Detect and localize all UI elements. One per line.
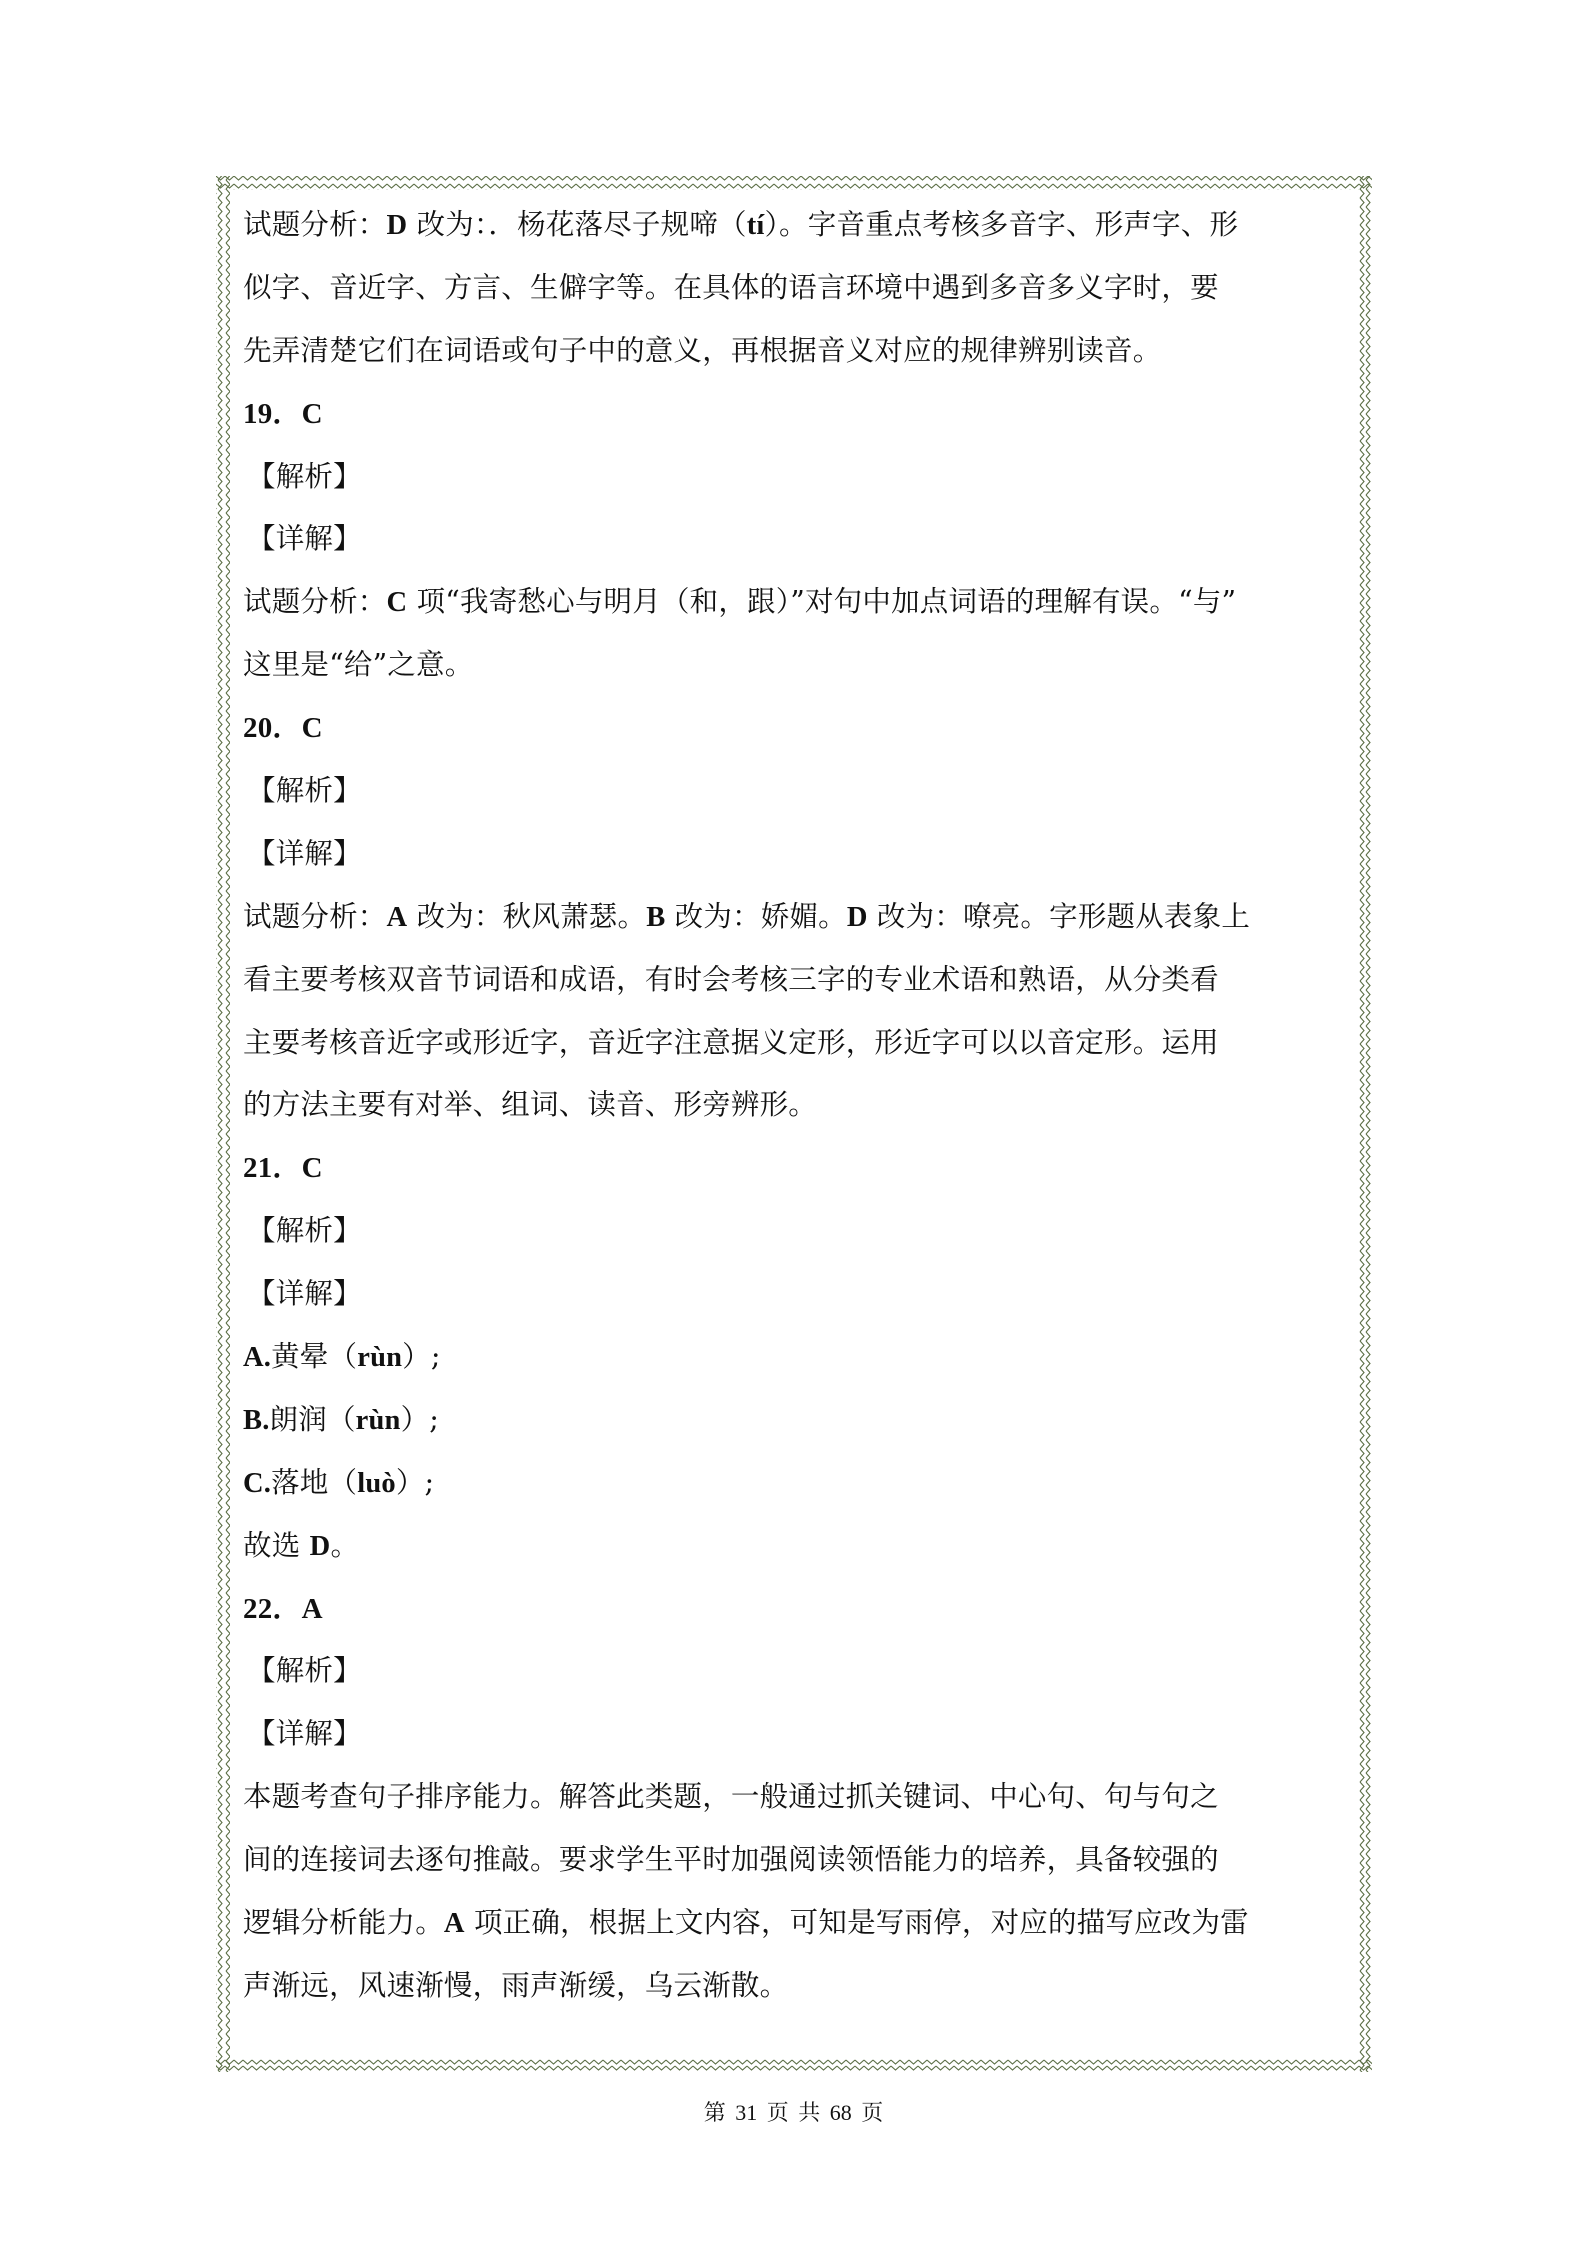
detail-line (243, 1389, 1353, 1452)
text-run: 间的连接词去逐句推敲。要求学生平时加强阅读领悟能力的培养，具备较强的 (243, 1843, 1219, 1877)
text-run: 先弄清楚它们在词语或句子中的意义，再根据音义对应的规律辨别读音。 (243, 333, 1162, 367)
text-run: 黄晕（ (271, 1340, 358, 1374)
detail-line (243, 949, 1353, 1012)
detail-line (243, 1074, 1353, 1137)
paragraph-line (243, 320, 1353, 383)
paragraph-line (243, 257, 1353, 320)
text-run: C (386, 587, 408, 619)
text-run: C. (243, 1467, 272, 1499)
question-number: 20．C (243, 712, 323, 745)
text-run: 改为：嘹亮。字形题从表象上 (867, 899, 1251, 933)
text-run: ）; (395, 1465, 435, 1499)
page-number-footer: 第 31 页 共 68 页 (703, 2100, 884, 2125)
text-run: 似字、音近字、方言、生僻字等。在具体的语言环境中遇到多音多义字时，要 (243, 270, 1219, 304)
text-run: 改为：．杨花落尽子规啼（ (407, 208, 747, 241)
analysis-label: 【解析】 (247, 459, 362, 493)
detail-line (243, 571, 1353, 634)
detail-line (243, 1829, 1353, 1892)
detail-line (243, 634, 1353, 697)
detail-label: 【详解】 (247, 1277, 362, 1311)
text-run: 试题分析： (243, 585, 387, 619)
text-run: 声渐远，风速渐慢，雨声渐缓，乌云渐散。 (243, 1968, 789, 2002)
text-run: rùn (355, 1404, 401, 1436)
text-run: luò (357, 1467, 396, 1499)
text-run: D (309, 1530, 331, 1562)
text-run: 。 (330, 1528, 360, 1562)
detail-line (243, 1955, 1353, 2018)
text-run: 这里是“给”之意。 (243, 648, 474, 682)
text-run: ）; (402, 1340, 441, 1374)
border-bottom (216, 2058, 1372, 2072)
text-run: 改为：娇媚。 (665, 899, 847, 933)
text-run: 项正确，根据上文内容，可知是写雨停，对应的描写应改为雷 (464, 1906, 1249, 1940)
analysis-label: 【解析】 (247, 774, 362, 808)
detail-line (243, 1452, 1353, 1515)
text-run: 逻辑分析能力。 (243, 1906, 444, 1940)
text-run: A (443, 1908, 465, 1940)
text-run: A. (243, 1342, 272, 1374)
text-run: 朗润（ (269, 1402, 356, 1436)
text-run: ）。字音重点考核多音字、形声字、形 (764, 208, 1239, 241)
detail-line (243, 1012, 1353, 1075)
text-run: 本题考查句子排序能力。解答此类题，一般通过抓关键词、中心句、句与句之 (243, 1780, 1219, 1814)
text-run: 试题分析： (243, 208, 387, 241)
analysis-label: 【解析】 (247, 1214, 362, 1248)
text-run: 的方法主要有对举、组词、读音、形旁辨形。 (243, 1088, 818, 1122)
detail-label: 【详解】 (247, 1717, 362, 1751)
border-left (216, 176, 230, 2072)
text-run: 主要考核音近字或形近字，音近字注意据义定形，形近字可以以音定形。运用 (243, 1025, 1219, 1059)
text-run: 试题分析： (243, 899, 387, 933)
detail-label: 【详解】 (247, 836, 362, 870)
text-run: 故选 (243, 1528, 310, 1562)
text-run: 看主要考核双音节词语和成语，有时会考核三字的专业术语和熟语，从分类看 (243, 962, 1219, 996)
analysis-label: 【解析】 (247, 1654, 362, 1688)
text-run: 落地（ (271, 1465, 358, 1499)
detail-label: 【详解】 (247, 522, 362, 556)
text-run: tí (746, 210, 765, 241)
detail-line (243, 886, 1353, 949)
detail-line (243, 1326, 1353, 1389)
paragraph-line (243, 194, 1353, 257)
text-run: ）; (400, 1402, 440, 1436)
text-run: 项“我寄愁心与明月（和，跟）”对句中加点词语的理解有误。“与” (407, 585, 1237, 619)
answer-analysis-content (243, 194, 1353, 2018)
detail-line (243, 1766, 1353, 1829)
text-run: 改为：秋风萧瑟。 (407, 899, 647, 933)
text-run: D (386, 210, 408, 241)
question-number: 22．A (243, 1592, 323, 1625)
question-number: 21．C (243, 1152, 323, 1185)
text-run: A (386, 901, 408, 933)
text-run: D (846, 901, 868, 933)
text-run: B (646, 901, 666, 933)
detail-line (243, 1515, 1353, 1578)
text-run: rùn (357, 1342, 403, 1374)
border-top (216, 176, 1372, 190)
detail-line (243, 1892, 1353, 1955)
question-number: 19．C (243, 397, 323, 430)
text-run: B. (243, 1404, 270, 1436)
border-right (1358, 176, 1372, 2072)
